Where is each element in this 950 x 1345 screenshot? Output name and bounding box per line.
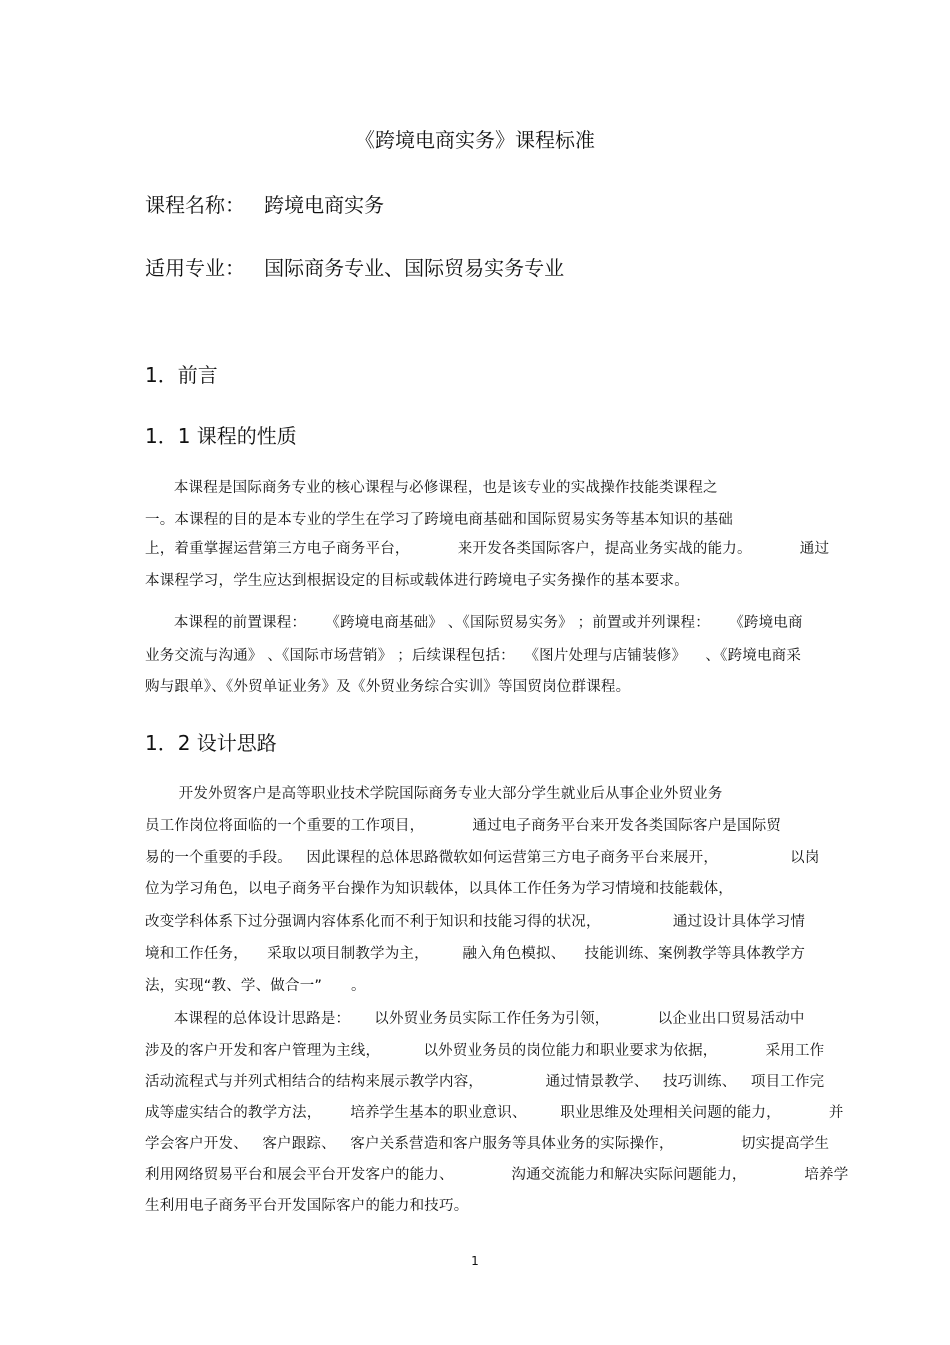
paragraph-line: 活动流程式与并列式相结合的结构来展示教学内容， 通过情景教学、 技巧训练、 项目工作完	[145, 1074, 825, 1090]
section-heading-design-idea: 1．2 设计思路	[145, 731, 277, 755]
section-heading-course-nature: 1．1 课程的性质	[145, 424, 297, 448]
page-number: 1	[471, 1254, 479, 1268]
paragraph-line: 开发外贸客户是高等职业技术学院国际商务专业大部分学生就业后从事企业外贸业务	[145, 786, 723, 802]
paragraph-line: 位为学习角色，以电子商务平台操作为知识载体，以具体工作任务为学习情境和技能载体，	[145, 881, 733, 897]
paragraph-line: 本课程是国际商务专业的核心课程与必修课程，也是该专业的实战操作技能类课程之	[145, 480, 718, 496]
paragraph-line: 购与跟单》、《外贸单证业务》及《外贸业务综合实训》等国贸岗位群课程。	[145, 679, 631, 695]
paragraph-line: 境和工作任务， 采取以项目制教学为主， 融入角色模拟、 技能训练、案例教学等具体教学方	[145, 946, 806, 962]
paragraph-line: 业务交流与沟通》 、《国际市场营销》 ；后续课程包括： 《图片处理与店铺装修》 、《跨境电商采	[145, 648, 802, 664]
paragraph-line: 改变学科体系下过分强调内容体系化而不利于知识和技能习得的状况， 通过设计具体学习情	[145, 914, 806, 930]
paragraph-line: 本课程学习，学生应达到根据设定的目标或载体进行跨境电子实务操作的基本要求。	[145, 573, 689, 589]
document-title: 《跨境电商实务》课程标准	[355, 128, 595, 152]
paragraph-line: 生利用电子商务平台开发国际客户的能力和技巧。	[145, 1198, 469, 1214]
applicable-major-line: 适用专业： 国际商务专业、国际贸易实务专业	[145, 256, 565, 280]
course-name-line: 课程名称： 跨境电商实务	[145, 193, 385, 217]
paragraph-line: 涉及的客户开发和客户管理为主线， 以外贸业务员的岗位能力和职业要求为依据， 采用工作	[145, 1043, 825, 1059]
paragraph-line: 一。本课程的目的是本专业的学生在学习了跨境电商基础和国际贸易实务等基本知识的基础	[145, 512, 733, 528]
paragraph-line: 利用网络贸易平台和展会平台开发客户的能力、 沟通交流能力和解决实际问题能力， 培养学	[145, 1167, 849, 1183]
paragraph-line: 法，实现“教、学、做合一” 。	[145, 978, 366, 994]
paragraph-line: 本课程的总体设计思路是： 以外贸业务员实际工作任务为引领， 以企业出口贸易活动中	[145, 1011, 805, 1027]
section-heading-preface: 1．前言	[145, 363, 218, 387]
paragraph-line: 上，着重掌握运营第三方电子商务平台， 来开发各类国际客户，提高业务实战的能力。 通过	[145, 541, 830, 557]
paragraph-line: 学会客户开发、 客户跟踪、 客户关系营造和客户服务等具体业务的实际操作， 切实提高学生	[145, 1136, 830, 1152]
paragraph-line: 本课程的前置课程： 《跨境电商基础》 、《国际贸易实务》 ；前置或并列课程： 《跨境电商	[145, 615, 803, 631]
paragraph-line: 成等虚实结合的教学方法， 培养学生基本的职业意识、 职业思维及处理相关问题的能力， 并	[145, 1105, 844, 1121]
paragraph-line: 员工作岗位将面临的一个重要的工作项目， 通过电子商务平台来开发各类国际客户是国际贸	[145, 818, 782, 834]
paragraph-line: 易的一个重要的手段。 因此课程的总体思路微软如何运营第三方电子商务平台来展开， 以岗	[145, 850, 820, 866]
